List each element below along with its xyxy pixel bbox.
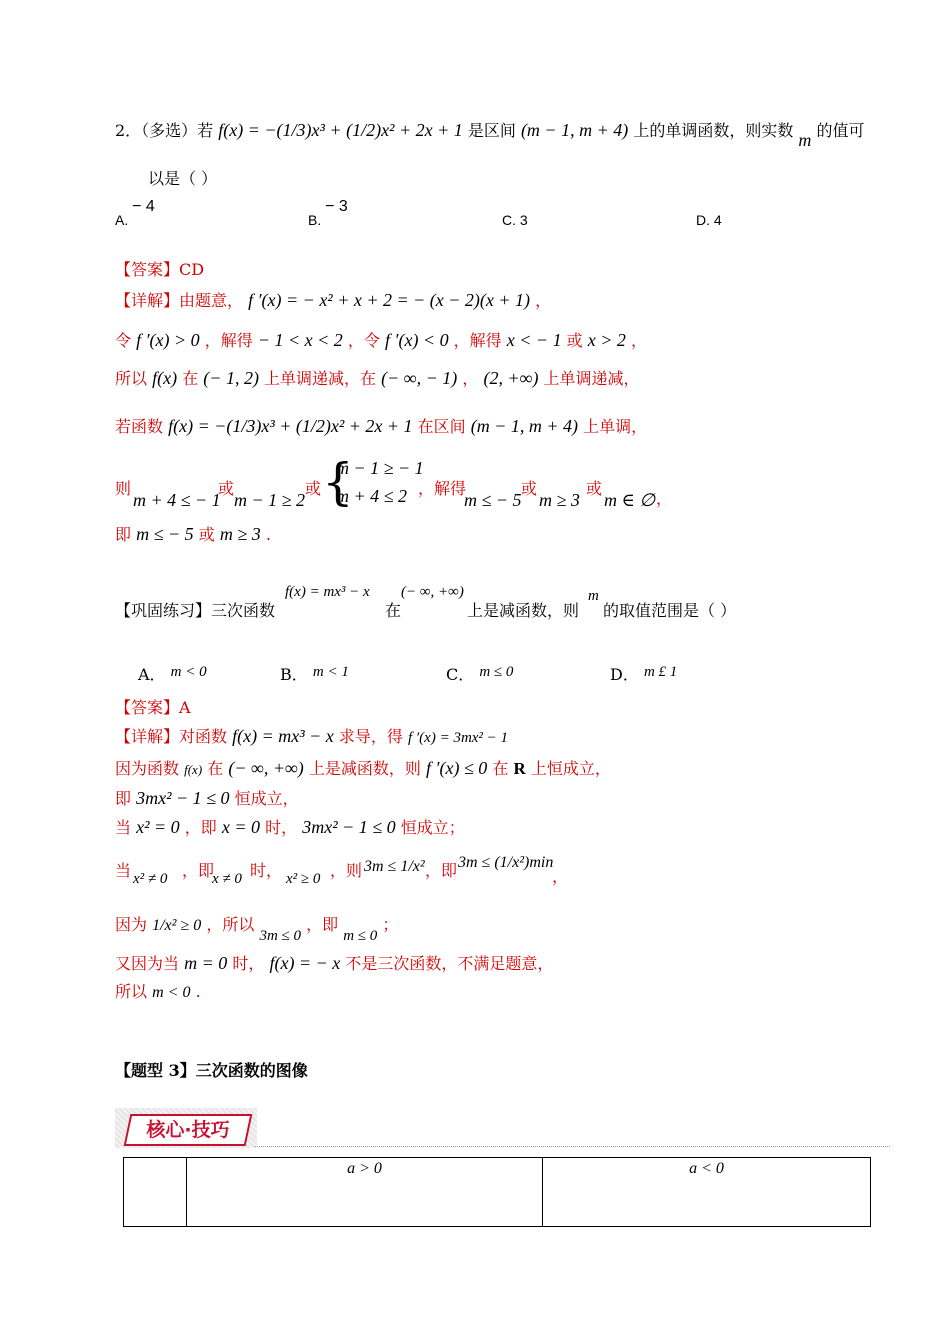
q3-text-in: 在 — [385, 601, 402, 620]
option-value: m ≤ 0 — [479, 664, 514, 680]
text: 或 — [198, 525, 215, 544]
math: m ≤ 0 — [343, 928, 378, 944]
text: 【详解】对函数 — [115, 727, 228, 746]
math: (− 1, 2) — [203, 368, 259, 388]
q3-interval: (− ∞, +∞) — [401, 584, 464, 600]
ans2-then: 则 — [115, 479, 132, 498]
ans2-or1: 或 — [218, 479, 235, 498]
table-header-a-negative: a < 0 — [543, 1158, 871, 1227]
text: ， — [631, 331, 648, 350]
q3-option-d — [610, 662, 677, 685]
math: m ≤ − 5 — [136, 524, 194, 544]
q2-option-d: D. 4 — [696, 212, 722, 228]
ans3-line2 — [115, 756, 611, 779]
text: 所以 — [115, 982, 148, 1001]
math: 1/x² ≥ 0 — [152, 917, 202, 934]
math: x < − 1 — [506, 330, 562, 350]
ans3-answer: 【答案】A — [115, 698, 191, 717]
ans2-comma: ， — [656, 489, 673, 508]
table-header-a-positive: a > 0 — [187, 1158, 543, 1227]
q2-option-a — [115, 198, 155, 230]
ans2-line4 — [115, 414, 647, 437]
ans3-line4 — [115, 815, 465, 838]
text: . — [195, 982, 201, 1001]
ans3-comma: ， — [552, 867, 569, 886]
math: m ≥ 3 — [219, 524, 261, 544]
ans2-line3 — [115, 366, 640, 389]
math: m = 0 — [184, 953, 228, 973]
text: 上恒成立， — [530, 759, 611, 778]
text: 或 — [566, 331, 583, 350]
text: 因为 — [115, 915, 148, 934]
badge-divider — [255, 1146, 890, 1147]
ans3-line7 — [115, 951, 553, 974]
q3-option-a — [138, 662, 207, 685]
q3-text-decreasing: 上是减函数，则 — [467, 601, 580, 620]
text: ，解得 — [453, 331, 502, 350]
ans3-when: 当 — [115, 861, 132, 880]
math: (2, +∞) — [483, 368, 539, 388]
ans2-answer: 【答案】CD — [115, 260, 205, 279]
math: − 1 < x < 2 — [257, 330, 343, 350]
math: x = 0 — [221, 817, 260, 837]
q3-option-b — [280, 662, 349, 685]
ans2-system-brace: { — [322, 453, 354, 511]
option-label: A. — [115, 212, 129, 228]
text: 恒成立， — [234, 789, 299, 808]
ans3-case-x-ne0: x ≠ 0 — [212, 871, 242, 887]
q3-function-expr: f(x) = mx³ − x — [285, 584, 370, 600]
math: 3m ≤ 0 — [259, 928, 302, 944]
text: 因为函数 — [115, 759, 180, 778]
math: m < 0 — [152, 984, 191, 1001]
text: 又因为当 — [115, 954, 180, 973]
text: ，即 — [184, 818, 217, 837]
text: ，令 — [347, 331, 380, 350]
option-label: D． — [610, 665, 639, 684]
text: 【详解】由题意， — [115, 291, 244, 310]
text: 令 — [115, 331, 132, 350]
q2-option-b — [308, 198, 348, 230]
math: 3mx² − 1 ≤ 0 — [302, 817, 396, 837]
text: 即 — [115, 789, 132, 808]
ans3-time: 时， — [250, 861, 283, 880]
ans3-case-x2-ne0: x² ≠ 0 — [133, 871, 168, 887]
q3-text-range: 的取值范围是（ ） — [603, 601, 737, 620]
math: f ′(x) = 3mx² − 1 — [407, 730, 509, 746]
text: ， — [535, 291, 552, 310]
text: 上单调， — [583, 417, 648, 436]
option-value: m < 1 — [312, 664, 349, 680]
ans3-x2-ge0: x² ≥ 0 — [286, 871, 321, 887]
text: ， — [462, 369, 479, 388]
math: (− ∞, +∞) — [228, 758, 304, 778]
math: f(x) = −(1/3)x³ + (1/2)x² + 2x + 1 — [168, 416, 413, 436]
ans2-result2: m ≥ 3 — [539, 490, 580, 510]
q2-intro: 2．（多选）若 — [115, 121, 214, 140]
q2-function-expr: f(x) = −(1/3)x³ + (1/2)x² + 2x + 1 — [218, 120, 463, 140]
math: f(x) — [152, 368, 178, 388]
text: ； — [382, 915, 399, 934]
math: (m − 1, m + 4) — [470, 416, 579, 436]
ans2-or3: 或 — [521, 479, 538, 498]
math: x² = 0 — [136, 817, 180, 837]
math: (− ∞, − 1) — [381, 368, 458, 388]
option-value: m < 0 — [170, 664, 207, 680]
ans2-result1: m ≤ − 5 — [464, 490, 522, 510]
text: 在 — [207, 759, 224, 778]
ans2-system-row2: m + 4 ≤ 2 — [336, 486, 408, 506]
ans2-line6 — [115, 522, 271, 545]
text: 在 — [492, 759, 509, 778]
text: 上单调递减，在 — [264, 369, 377, 388]
option-value: m £ 1 — [643, 664, 678, 680]
ans2-case2: m − 1 ≥ 2 — [234, 490, 306, 510]
q2-line1 — [115, 118, 865, 150]
text: . — [265, 525, 271, 544]
ans3-ie: ，即 — [182, 861, 215, 880]
q3-var-m: m — [588, 588, 599, 604]
ans2-line2 — [115, 328, 647, 351]
table-row — [124, 1158, 871, 1227]
text: ，所以 — [206, 915, 255, 934]
text: 所以 — [115, 369, 148, 388]
ans3-ineq2: 3m ≤ (1/x²)min — [458, 854, 554, 871]
math: 3mx² − 1 ≤ 0 — [136, 788, 230, 808]
q2-line2: 以是（ ） — [148, 169, 218, 188]
text: ，即 — [306, 915, 339, 934]
math: x > 2 — [587, 330, 626, 350]
q2-var-m: m — [798, 130, 812, 150]
text: 时， — [265, 818, 298, 837]
ans3-ie2: ，即 — [425, 861, 458, 880]
ans3-line3 — [115, 786, 299, 809]
text: 恒成立； — [400, 818, 465, 837]
text: 上单调递减， — [543, 369, 640, 388]
q2-interval: (m − 1, m + 4) — [520, 120, 629, 140]
ans2-system-row1: m − 1 ≥ − 1 — [336, 458, 424, 478]
math: f(x) — [184, 762, 203, 777]
math: f(x) = − x — [269, 953, 341, 973]
ans3-then: ，则 — [330, 861, 363, 880]
option-value: − 3 — [325, 198, 348, 215]
section-title: 【题型 3】三次函数的图像 — [115, 1061, 308, 1080]
ans3-line8 — [115, 979, 201, 1002]
option-label: B． — [280, 665, 308, 684]
badge-frame — [124, 1114, 253, 1146]
ans2-case1: m + 4 ≤ − 1 — [133, 490, 221, 510]
ans3-line6 — [115, 912, 399, 944]
q2-option-c: C. 3 — [502, 212, 528, 228]
math: f ′(x) ≤ 0 — [426, 758, 488, 778]
badge-label: 核心·技巧 — [146, 1119, 230, 1141]
text: 上是减函数，则 — [308, 759, 421, 778]
text: ，解得 — [204, 331, 253, 350]
table-cell-empty — [124, 1158, 187, 1227]
text: 当 — [115, 818, 132, 837]
option-label: A． — [138, 665, 166, 684]
option-label: B. — [308, 212, 322, 228]
ans3-line1 — [115, 724, 508, 747]
ans2-solve: ，解得 — [418, 479, 467, 498]
text: 即 — [115, 525, 132, 544]
text: 在 — [182, 369, 199, 388]
ans2-line1 — [115, 288, 551, 311]
math: f(x) = mx³ − x — [232, 726, 334, 746]
ans3-ineq1: 3m ≤ 1/x² — [364, 858, 425, 875]
text: 在区间 — [417, 417, 466, 436]
text: 若函数 — [115, 417, 164, 436]
q2-text-monotone: 上的单调函数，则实数 — [633, 121, 794, 140]
math: f ′(x) < 0 — [385, 330, 449, 350]
ans2-result3: m ∈ ∅ — [604, 490, 656, 510]
math-set-r: R — [513, 759, 526, 778]
cubic-graph-table — [123, 1157, 871, 1227]
text: 不是三次函数，不满足题意， — [345, 954, 554, 973]
core-skills-badge — [115, 1108, 257, 1148]
q3-intro: 【巩固练习】三次函数 — [115, 601, 276, 620]
math: f ′(x) = − x² + x + 2 = − (x − 2)(x + 1) — [248, 290, 531, 310]
math: f ′(x) > 0 — [136, 330, 200, 350]
option-value: − 4 — [132, 198, 155, 215]
text: 求导，得 — [338, 727, 403, 746]
q3-option-c — [446, 662, 513, 685]
option-label: C． — [446, 665, 475, 684]
q2-text-interval: 是区间 — [467, 121, 516, 140]
ans2-or4: 或 — [586, 479, 603, 498]
text: 时， — [232, 954, 265, 973]
q2-text-end: 的值可 — [816, 121, 865, 140]
ans2-or2: 或 — [305, 479, 322, 498]
